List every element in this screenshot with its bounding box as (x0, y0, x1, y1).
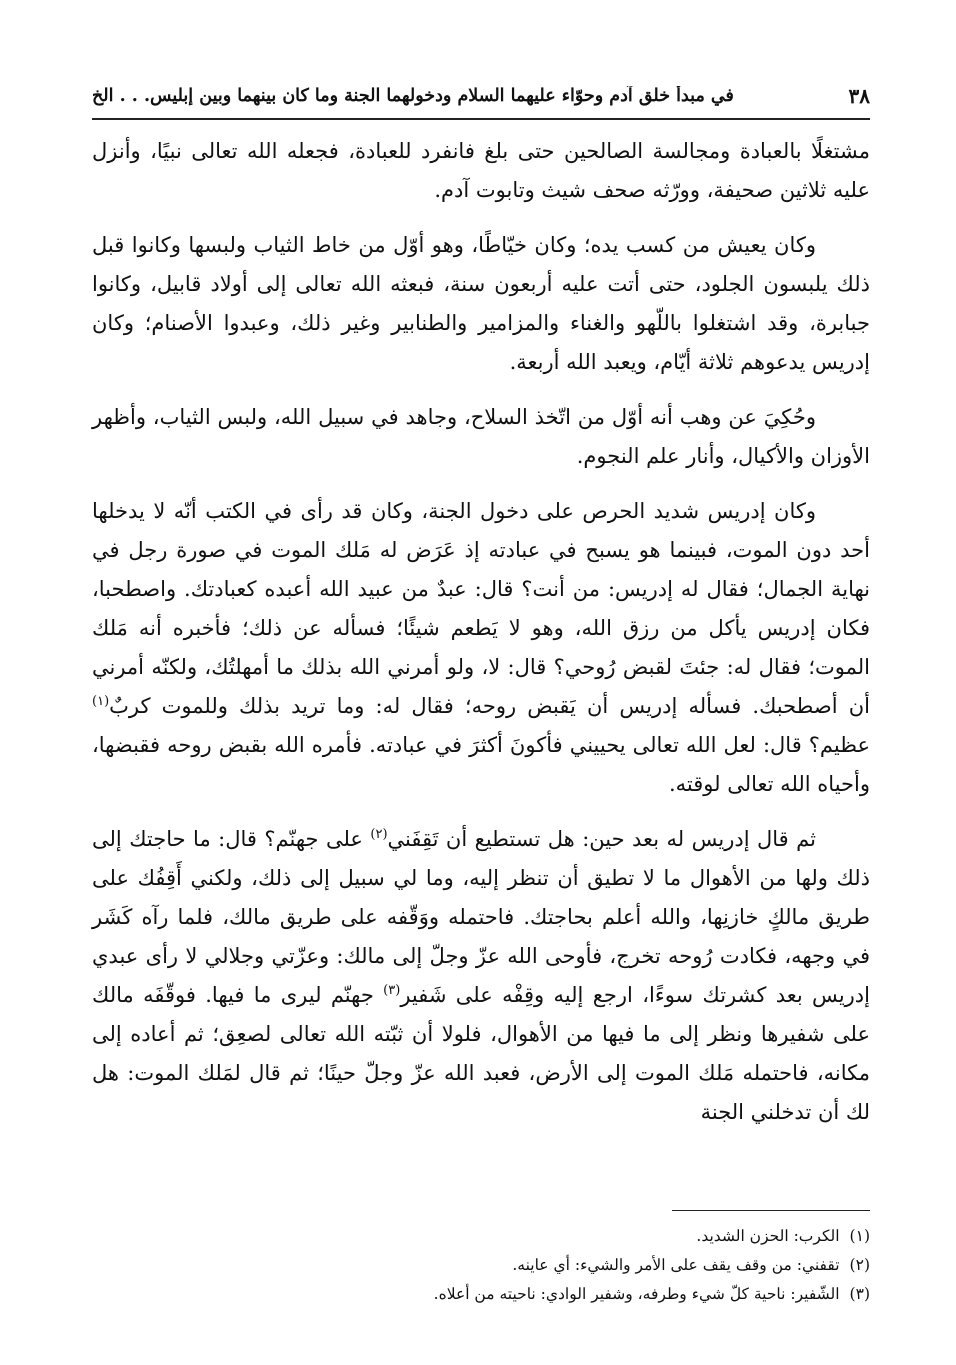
paragraph-2: وكان يعيش من كسب يده؛ وكان خيّاطًا، وهو أوّل من خاط الثياب ولبسها وكانوا قبل ذلك يلبسون الجلود، حتى أتت عليه أربعون سنة، فبعثه الله تعالى إلى أولاد قابيل، وكانوا جبابرة، وقد اشتغلوا باللّهو والغناء والمزامير والطنابير وغير ذلك، وعبدوا الأصنام؛ وكان إدريس يدعوهم ثلاثة أيّام، ويعبد الله أربعة. (92, 233, 870, 374)
header-rule (92, 118, 870, 120)
footnote-1 (92, 1222, 870, 1251)
footnote-2-text: تقفني: من وقف يقف على الأمر والشيء: أي عاينه. (512, 1256, 840, 1274)
footnote-1-text: الكرب: الحزن الشديد. (696, 1227, 840, 1245)
paragraph-5-text-a: ثم قال إدريس له بعد حين: هل تستطيع أن تَقِفَني (387, 827, 816, 851)
running-title: في مبدأ خلق آدم وحوّاء عليهما السلام ودخولهما الجنة وما كان بينهما وبين إبليس. . . الخ (92, 86, 734, 106)
running-header (92, 80, 870, 112)
paragraph-1: مشتغلًا بالعبادة ومجالسة الصالحين حتى بلغ فانفرد للعبادة، فجعله الله تعالى نبيًا، وأنزل عليه ثلاثين صحيفة، وورّثه صحف شيث وتابوت آدم. (92, 139, 870, 202)
paragraph-4-text-a: وكان إدريس شديد الحرص على دخول الجنة، وكان قد رأى في الكتب أنّه لا يدخلها أحد دون الموت، فبينما هو يسبح في عبادته إذ عَرَض له مَلك الموت في صورة رجل في نهاية الجمال؛ فقال له إدريس: من أنت؟ قال: عبدٌ من عبيد الله أعبده كعبادتك. واصطحبا، فكان إدريس يأكل من رزق الله، وهو لا يَطعم شيئًا؛ فسأله عن ذلك؛ فأخبره أنه مَلك الموت؛ فقال له: جئتَ لقبض رُوحي؟ قال: لا، ولو أمرني الله بذلك ما أمهلتُك، ولكنّه أمرني أن أصطحبك. فسأله إدريس أن يَقبض روحه؛ فقال له: وما تريد بذلك وللموت كربٌ (92, 499, 870, 718)
footnote-2 (92, 1251, 870, 1280)
paragraph-4 (92, 492, 870, 804)
paragraph-5-text-b: على جهنّم؟ قال: ما حاجتك إلى ذلك ولها من الأهوال ما لا تطيق أن تنظر إليه، وما لي سبيل إلى ذلك، ولكني أَقِفُك على طريق مالكٍ خازنِها، والله أعلم بحاجتك. فاحتمله ووَقّفه على طريق مالك، فلما رآه كَشَر في وجهه، فكادت رُوحه تخرج، فأوحى الله عزّ وجلّ إلى مالك: وعزّتي وجلالي لا رأى عبدي إدريس بعد كشرتك سوءًا، ارجع إليه وقِفْه على شَفير (92, 827, 870, 1007)
body-text (92, 132, 870, 1148)
footnote-3-number: (٣) (849, 1285, 870, 1303)
footnote-3 (92, 1280, 870, 1309)
footnote-3-text: الشّفير: ناحية كلّ شيء وطرفه، وشفير الوادي: ناحيته من أعلاه. (433, 1285, 840, 1303)
footnote-rule (672, 1210, 870, 1211)
footnote-ref-3: (٣) (383, 983, 401, 998)
paragraph-5-text-c: جهنّم ليرى ما فيها. فوقّفَه مالك على شفيرها ونظر إلى ما فيها من الأهوال، فلولا أن ثبّته الله تعالى لصعِق؛ ثم أعاده إلى مكانه، فاحتمله مَلك الموت إلى الأرض، فعبد الله عزّ وجلّ حينًا؛ ثم قال لمَلك الموت: هل لك أن تدخلني الجنة (92, 983, 870, 1124)
footnote-2-number: (٢) (849, 1256, 870, 1274)
paragraph-5 (92, 820, 870, 1132)
paragraph-3: وحُكِيَ عن وهب أنه أوّل من اتّخذ السلاح، وجاهد في سبيل الله، ولبس الثياب، وأظهر الأوزان والأكيال، وأنار علم النجوم. (92, 405, 870, 468)
page-number: ٣٨ (848, 84, 870, 108)
footnotes (92, 1222, 870, 1309)
footnote-ref-2: (٢) (370, 827, 388, 842)
footnote-ref-1: (١) (92, 694, 110, 709)
footnote-1-number: (١) (849, 1227, 870, 1245)
paragraph-4-text-b: عظيم؟ قال: لعل الله تعالى يحييني فأكونَ أكثرَ في عبادته. فأمره الله بقبض روحه فقبضها، وأحياه الله تعالى لوقته. (92, 733, 870, 796)
